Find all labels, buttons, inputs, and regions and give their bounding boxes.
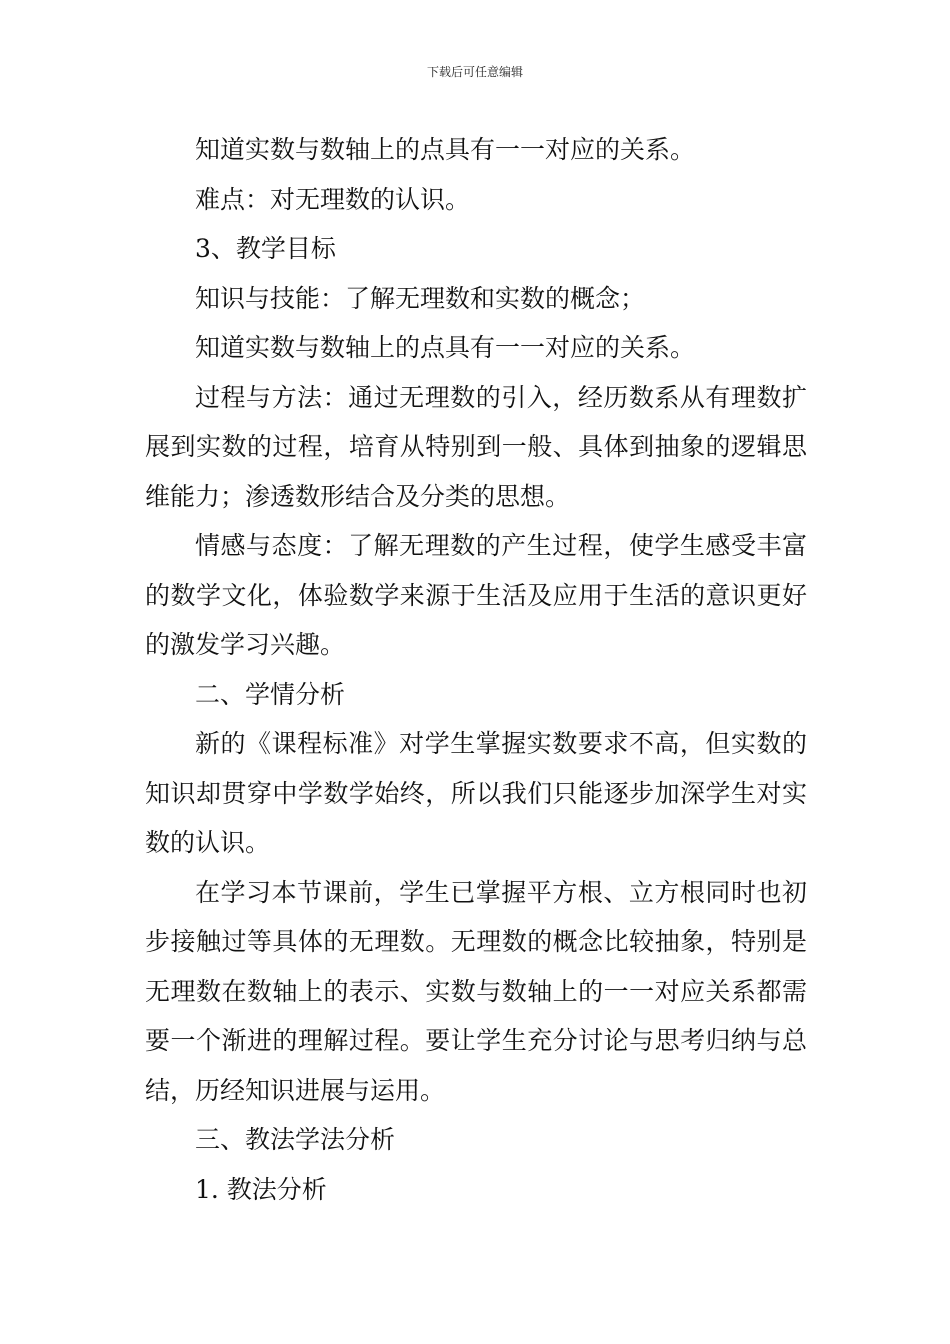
heading-teaching-method-analysis: 三、教法学法分析 [195, 1125, 396, 1154]
heading-student-analysis: 二、学情分析 [195, 679, 346, 709]
paragraph-correspondence-repeat: 知道实数与数轴上的点具有一一对应的关系。 [195, 333, 696, 362]
page-header: 下载后可任意编辑 [426, 65, 523, 79]
document-body [145, 125, 807, 1214]
paragraph-emotion-attitude: 情感与态度：了解无理数的产生过程，使学生感受丰富的数学文化，体验数学来源于生活及应用于生活的意识更好的激发学习兴趣。 [145, 531, 807, 659]
heading-teaching-method: 1. 教法分析 [195, 1174, 327, 1204]
paragraph-knowledge-skills: 知识与技能：了解无理数和实数的概念； [195, 283, 646, 313]
paragraph-correspondence: 知道实数与数轴上的点具有一一对应的关系。 [195, 135, 696, 164]
paragraph-difficulty: 难点：对无理数的认识。 [195, 184, 471, 214]
paragraph-process-method: 过程与方法：通过无理数的引入，经历数系从有理数扩展到实数的过程，培育从特别到一般、具体到抽象的逻辑思维能力；渗透数形结合及分类的思想。 [145, 382, 807, 511]
heading-teaching-goals: 3、教学目标 [195, 234, 336, 263]
paragraph-curriculum-standard: 新的《课程标准》对学生掌握实数要求不高，但实数的知识却贯穿中学数学始终，所以我们只能逐步加深学生对实数的认识。 [145, 729, 807, 857]
paragraph-prior-knowledge: 在学习本节课前，学生已掌握平方根、立方根同时也初步接触过等具体的无理数。无理数的概念比较抽象，特别是无理数在数轴上的表示、实数与数轴上的一一对应关系都需要一个渐进的理解过程。要让学生充分讨论与思考归纳与总结，历经知识进展与运用。 [145, 877, 807, 1105]
